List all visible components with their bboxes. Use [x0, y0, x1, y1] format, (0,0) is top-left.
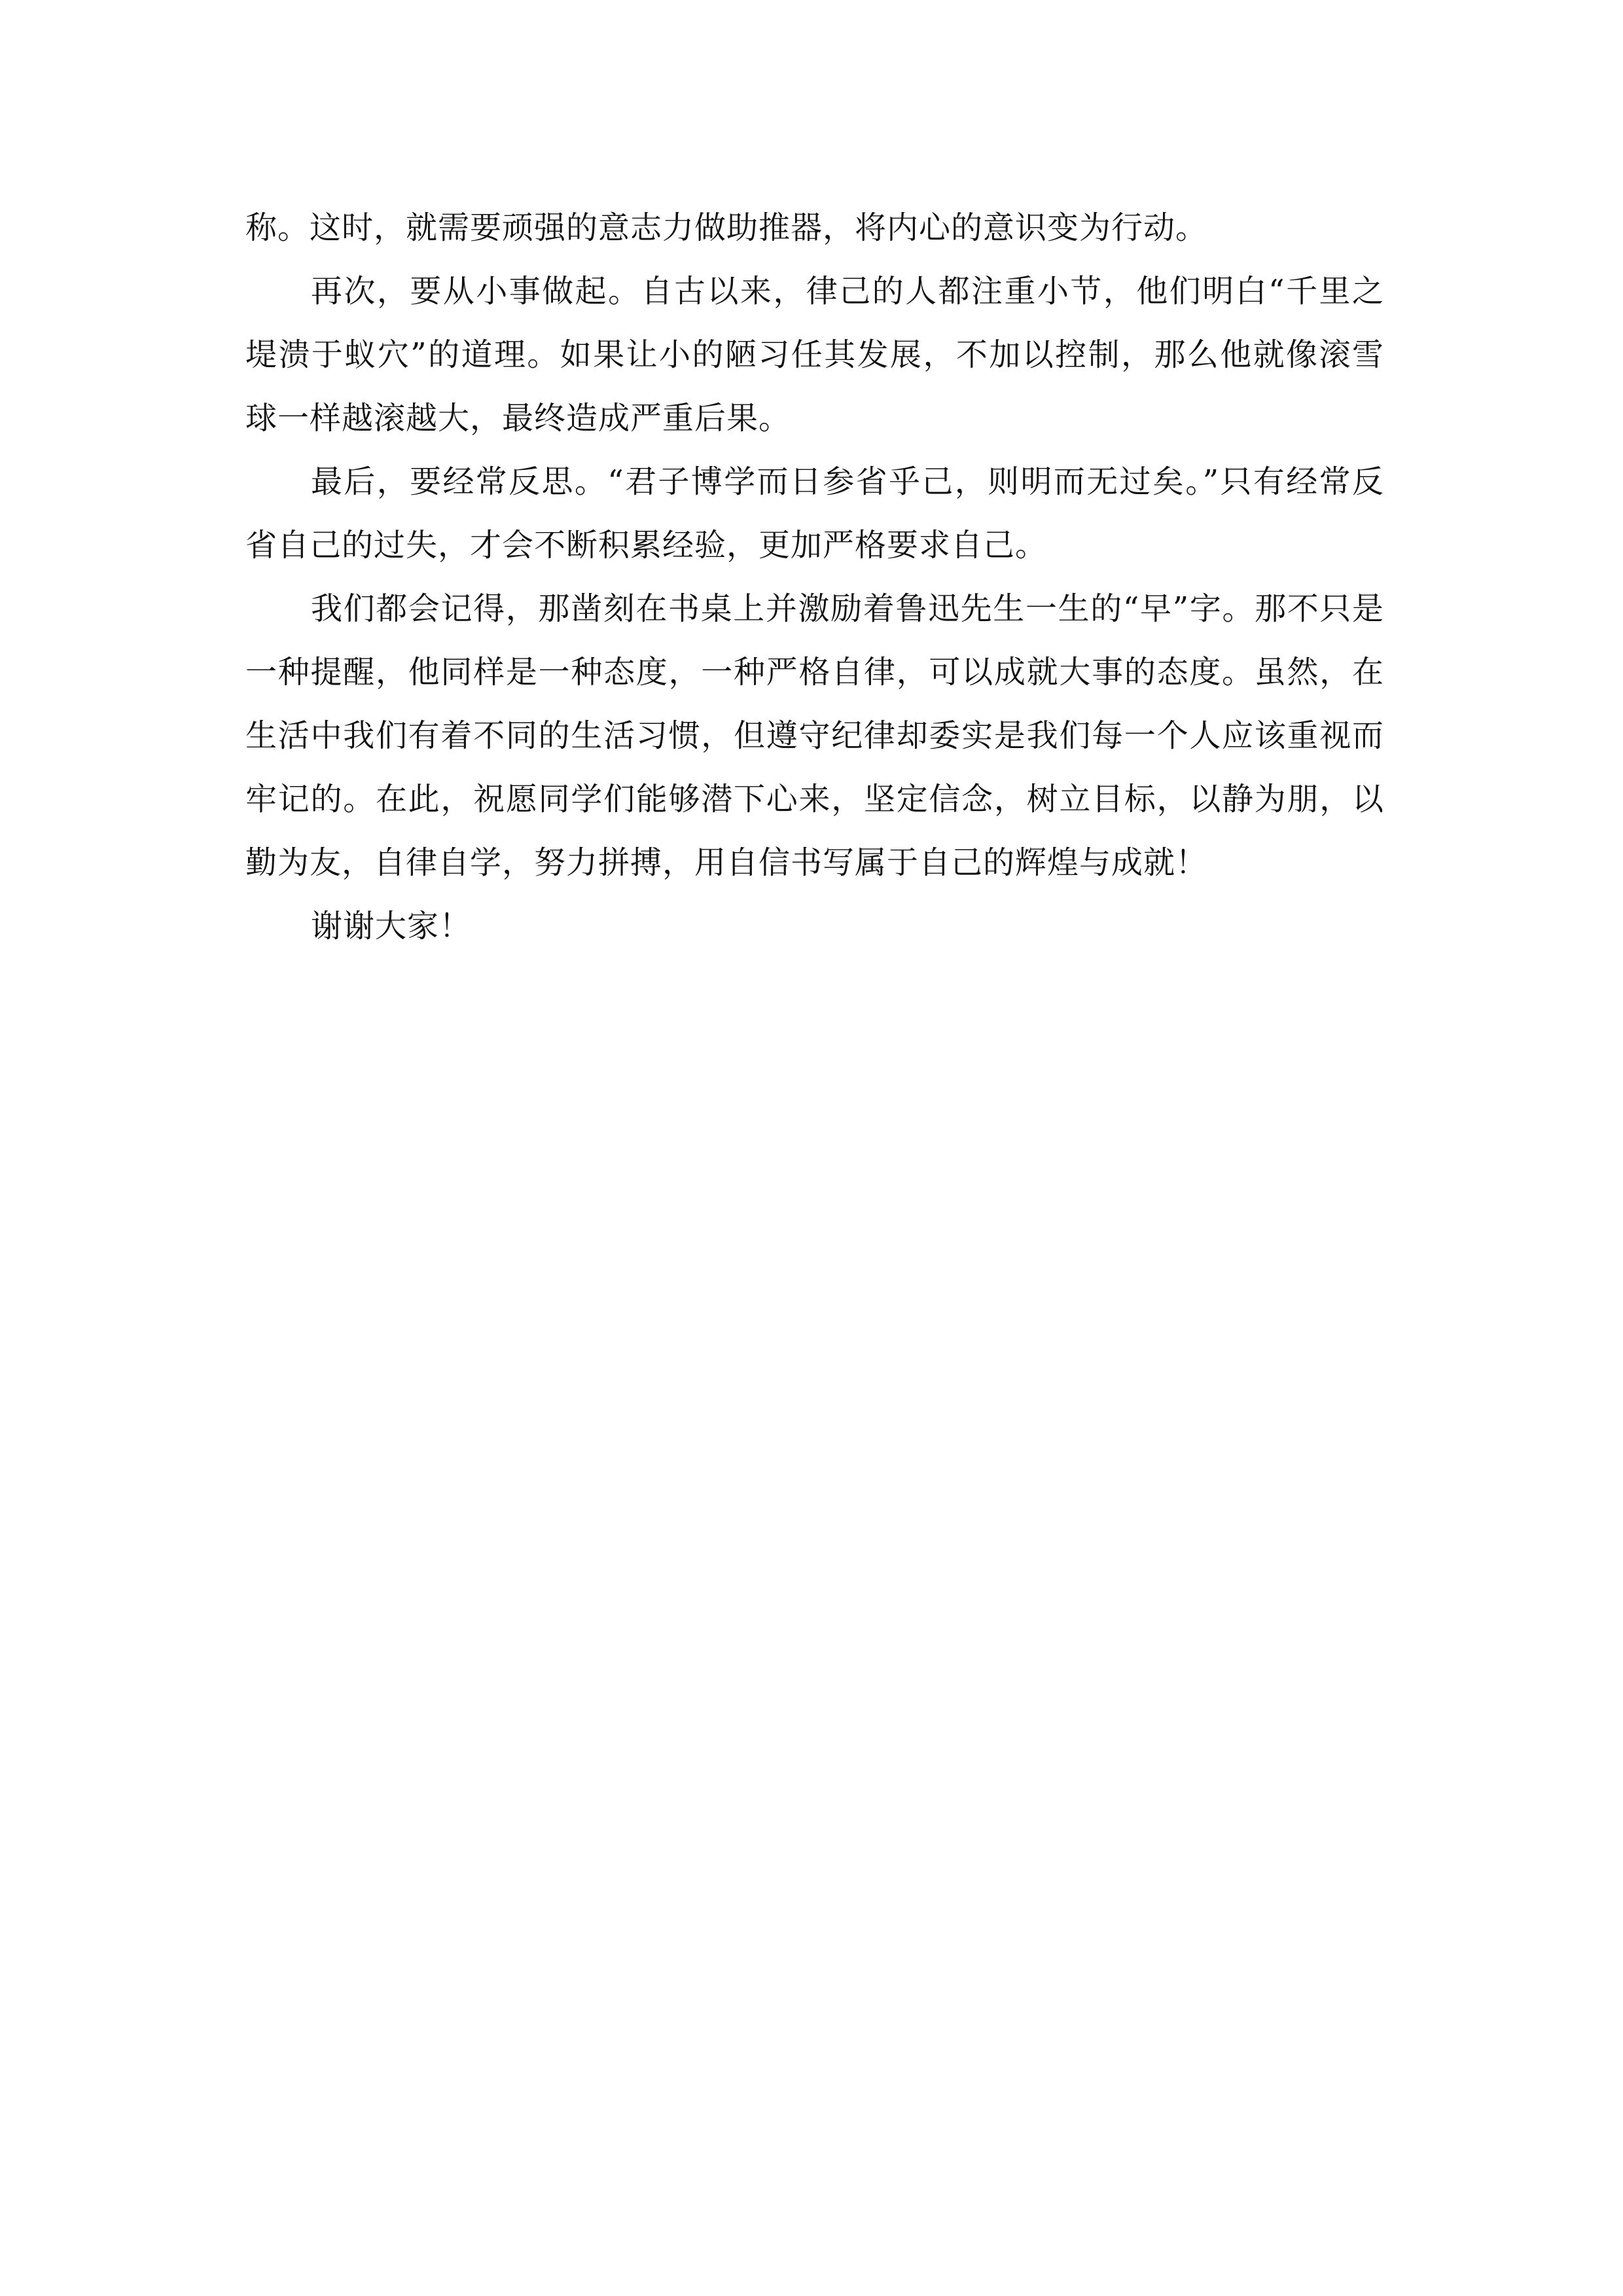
paragraph-thanks: 谢谢大家！ — [311, 908, 472, 944]
paragraph-start-small: 再次，要从小事做起。自古以来，律己的人都注重小节，他们明白“千里之堤溃于蚁穴”的道理。如果让小的陋习任其发展，不加以控制，那么他就像滚雪球一样越滚越大，最终造成严重后果。 — [245, 273, 1384, 437]
document-body — [245, 196, 1384, 958]
paragraph-continuation: 称。这时，就需要顽强的意志力做助推器，将内心的意识变为行动。 — [245, 209, 1208, 246]
paragraph-conclusion: 我们都会记得，那凿刻在书桌上并激励着鲁迅先生一生的“早”字。那不只是一种提醒，他同样是一种态度，一种严格自律，可以成就大事的态度。虽然，在生活中我们有着不同的生活习惯，但遵守纪律却委实是我们每一个人应该重视而牢记的。在此，祝愿同学们能够潜下心来，坚定信念，树立目标，以静为朋，以勤为友，自律自学，努力拼搏，用自信书写属于自己的辉煌与成就！ — [245, 590, 1384, 881]
paragraph-reflect: 最后，要经常反思。“君子博学而日参省乎己，则明而无过矣。”只有经常反省自己的过失，才会不断积累经验，更加严格要求自己。 — [245, 463, 1384, 564]
